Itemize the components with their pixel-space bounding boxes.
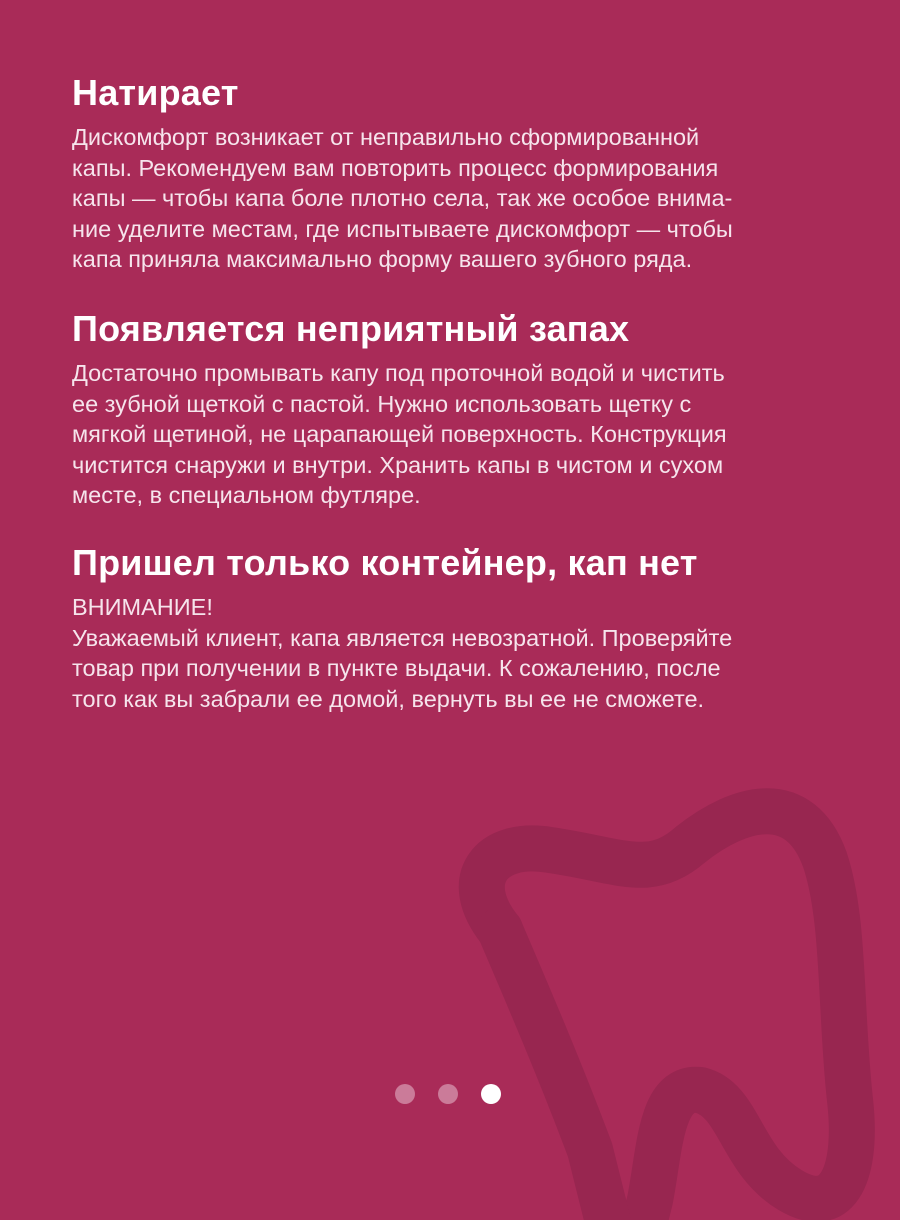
tooth-icon [440,770,900,1220]
pagination-dot-1[interactable] [395,1084,415,1104]
pagination-dot-3[interactable] [481,1084,501,1104]
section-title: Пришел только контейнер, кап нет [72,542,698,583]
section-text: Достаточно промывать капу под проточной водой и чистить ее зубной щеткой с пастой. Нужно использовать щетку с мягкой щетиной, не царапающей поверхность. Конструкция чистится снаружи и внутри. Хранить капы в чистом и сухом месте, в специальном футляре. [72,360,727,508]
pagination-dots [395,1084,501,1104]
faq-section-rubbing [72,70,852,275]
section-text: ВНИМАНИЕ! Уважаемый клиент, капа является невозратной. Проверяйте товар при получении в пункте выдачи. К сожалению, после того как вы забрали ее домой, вернуть вы ее не сможете. [72,594,733,712]
section-title: Появляется неприятный запах [72,308,630,349]
faq-section-empty-container [72,540,852,714]
faq-section-odor [72,306,852,511]
pagination-dot-2[interactable] [438,1084,458,1104]
section-title: Натирает [72,72,239,113]
section-text: Дискомфорт возникает от неправильно сформированной капы. Рекомендуем вам повторить процесс формирования капы — чтобы капа боле плотно села, так же особое внима- ние уделите местам, где испытываете дискомфорт — чтобы капа приняла максимально форму вашего зубного ряда. [72,124,733,272]
